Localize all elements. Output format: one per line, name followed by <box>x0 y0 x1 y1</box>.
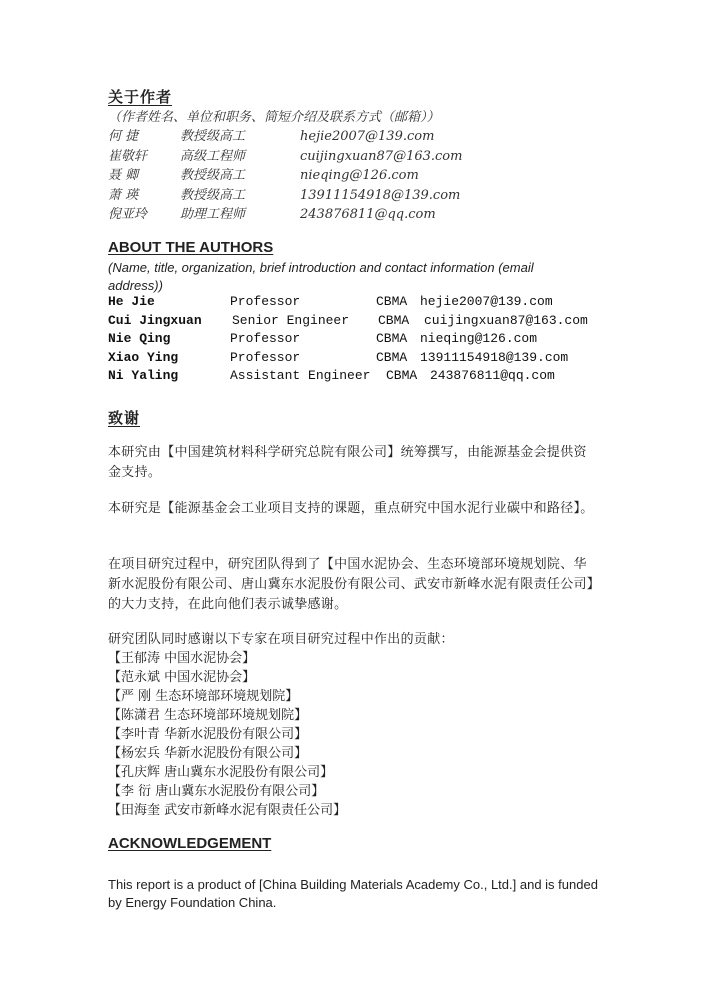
author-en-email: hejie2007@139.com <box>420 294 553 309</box>
author-cn-row <box>108 127 628 147</box>
ack-cn-para-4: 研究团队同时感谢以下专家在项目研究过程中作出的贡献： <box>108 632 454 647</box>
author-en-org: CBMA <box>376 331 408 346</box>
author-en-title: Professor <box>230 294 301 309</box>
author-cn-title: 教授级高工 <box>180 168 246 183</box>
author-en-row <box>108 350 608 369</box>
author-en-email: 243876811@qq.com <box>430 368 555 383</box>
author-en-title: Professor <box>230 349 301 365</box>
author-en-org: CBMA <box>386 368 418 383</box>
author-en-org: CBMA <box>378 312 410 328</box>
author-cn-email: 243876811@qq.com <box>300 207 436 222</box>
author-en-name: Xiao Ying <box>108 349 179 365</box>
author-cn-title: 教授级高工 <box>180 187 246 203</box>
expert-item: 【田海奎 武安市新峰水泥有限责任公司】 <box>108 803 347 818</box>
author-cn-name: 何 捷 <box>108 129 139 144</box>
ack-cn-expert-list <box>108 649 346 820</box>
author-en-name: Ni Yaling <box>108 368 179 383</box>
authors-cn-subheading: （作者姓名、单位和职务、简短介绍及联系方式（邮箱）） <box>108 110 440 125</box>
author-en-org: CBMA <box>376 349 408 365</box>
ack-cn-para-1: 本研究由【中国建筑材料科学研究总院有限公司】统筹撰写，由能源基金会提供资金支持。 <box>108 445 587 480</box>
authors-cn-list <box>108 127 628 225</box>
expert-item: 【严 刚 生态环境部环境规划院】 <box>108 689 299 704</box>
author-en-email: nieqing@126.com <box>420 331 538 346</box>
authors-cn-heading: 关于作者 <box>108 88 173 106</box>
author-cn-email: hejie2007@139.com <box>300 129 435 144</box>
author-en-name: Nie Qing <box>108 331 171 346</box>
ack-en-heading: ACKNOWLEDGEMENT <box>108 835 272 852</box>
author-cn-email: cuijingxuan87@163.com <box>300 148 463 164</box>
author-cn-row <box>108 186 628 206</box>
author-cn-name: 聂 卿 <box>108 168 139 183</box>
ack-en-para: This report is a product of [China Building Materials Academy Co., Ltd.] and is funded by Energy Foundation China. <box>108 877 598 910</box>
author-en-name: Cui Jingxuan <box>108 312 202 328</box>
author-cn-name: 萧 瑛 <box>108 187 139 203</box>
expert-item: 【杨宏兵 华新水泥股份有限公司】 <box>108 746 308 761</box>
ack-cn-para-3: 在项目研究过程中，研究团队得到了【中国水泥协会、生态环境部环境规划院、华新水泥股份有限公司、唐山冀东水泥股份有限公司、武安市新峰水泥有限责任公司】的大力支持，在此向他们表示诚挚感谢。 <box>108 557 594 612</box>
expert-item: 【陈潇君 生态环境部环境规划院】 <box>108 708 308 723</box>
expert-item: 【李叶青 华新水泥股份有限公司】 <box>108 727 308 742</box>
author-en-row <box>108 368 608 387</box>
author-cn-name: 倪亚玲 <box>108 207 148 222</box>
ack-cn-para-2: 本研究是【能源基金会工业项目支持的课题，重点研究中国水泥行业碳中和路径】。 <box>108 501 594 516</box>
ack-cn-heading: 致谢 <box>108 409 141 427</box>
author-cn-title: 高级工程师 <box>180 148 246 164</box>
author-en-title: Assistant Engineer <box>230 368 371 383</box>
author-en-email: 13911154918@139.com <box>420 349 569 365</box>
expert-item: 【李 衍 唐山冀东水泥股份有限公司】 <box>108 784 325 799</box>
author-cn-email: nieqing@126.com <box>300 168 419 183</box>
author-en-row <box>108 313 608 332</box>
expert-item: 【孔庆辉 唐山冀东水泥股份有限公司】 <box>108 765 334 780</box>
author-en-name: He Jie <box>108 294 155 309</box>
author-cn-email: 13911154918@139.com <box>300 187 461 203</box>
authors-en-heading: ABOUT THE AUTHORS <box>108 239 274 256</box>
author-en-row <box>108 331 608 350</box>
author-cn-row <box>108 147 628 167</box>
author-cn-row <box>108 166 628 186</box>
author-en-org: CBMA <box>376 294 408 309</box>
expert-item: 【范永斌 中国水泥协会】 <box>108 670 256 685</box>
authors-en-list <box>108 294 608 387</box>
expert-item: 【王郁涛 中国水泥协会】 <box>108 651 256 666</box>
author-en-title: Professor <box>230 331 301 346</box>
author-en-title: Senior Engineer <box>232 312 350 328</box>
author-cn-title: 助理工程师 <box>180 207 246 222</box>
author-cn-row <box>108 205 628 225</box>
author-en-row <box>108 294 608 313</box>
author-cn-title: 教授级高工 <box>180 129 246 144</box>
author-cn-name: 崔敬轩 <box>108 148 148 164</box>
author-en-email: cuijingxuan87@163.com <box>424 312 588 328</box>
authors-en-subheading: (Name, title, organization, brief introduction and contact information (email address)) <box>108 260 534 293</box>
